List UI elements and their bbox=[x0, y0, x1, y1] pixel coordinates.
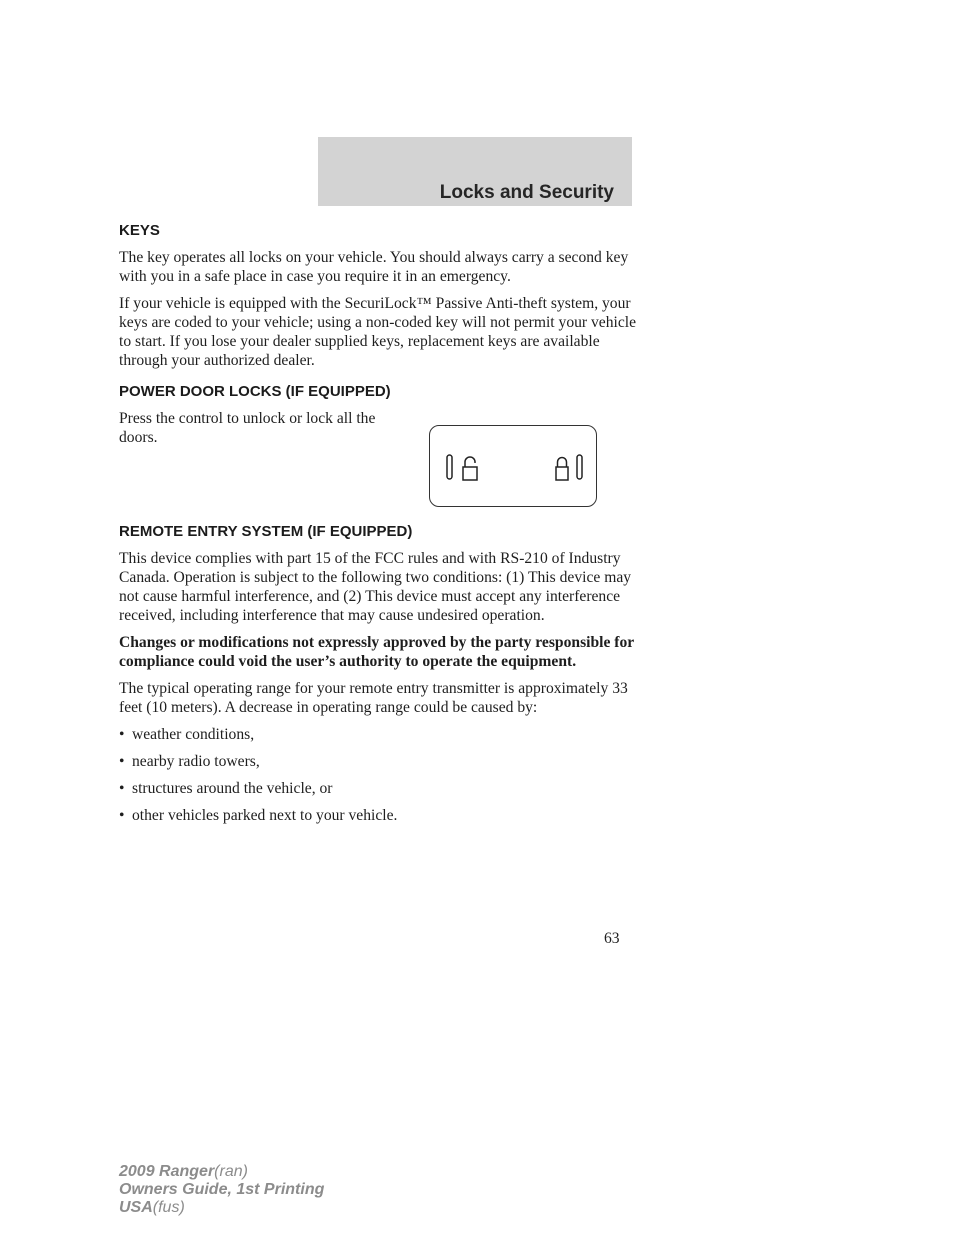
list-item: • weather conditions, bbox=[119, 726, 255, 743]
keys-heading: KEYS bbox=[119, 222, 160, 239]
lock-icon bbox=[556, 458, 568, 481]
fcc-paragraph: This device complies with part 15 of the FCC rules and with RS-210 of Industry Canada. Operation is subject to the following two conditions: (1) This device may not cause harmful interference, and (2) This device must accept any interference received, including interference that may cause undesired operation. bbox=[119, 550, 632, 624]
page-content bbox=[119, 221, 639, 833]
list-item: • other vehicles parked next to your vehicle. bbox=[119, 807, 398, 824]
bullet-icon: • bbox=[119, 780, 125, 797]
keys-paragraph: If your vehicle is equipped with the SecuriLock™ Passive Anti-theft system, your keys are coded to your vehicle; using a non-coded key will not permit your vehicle to start. If you lose your dealer supplied keys, replacement keys are available through your authorized dealer. bbox=[119, 295, 637, 369]
section-title: Locks and Security bbox=[439, 182, 614, 203]
bullet-icon: • bbox=[119, 753, 125, 770]
right-switch-bar bbox=[577, 455, 582, 479]
bullet-icon: • bbox=[119, 726, 125, 743]
footer-line-2: Owners Guide, 1st Printing bbox=[119, 1181, 325, 1198]
power-door-locks-heading: POWER DOOR LOCKS (IF EQUIPPED) bbox=[119, 383, 391, 400]
page-number: 63 bbox=[604, 930, 620, 947]
footer-line-1: 2009 Ranger(ran) bbox=[119, 1163, 248, 1180]
remote-entry-heading: REMOTE ENTRY SYSTEM (IF EQUIPPED) bbox=[119, 523, 413, 540]
unlock-icon bbox=[463, 457, 477, 480]
power-door-locks-text: Press the control to unlock or lock all the doors. bbox=[119, 410, 376, 446]
power-lock-control-svg bbox=[430, 426, 598, 508]
range-paragraph: The typical operating range for your remote entry transmitter is approximately 33 feet (10 meters). A decrease in operating range could be caused by: bbox=[119, 680, 628, 716]
footer bbox=[119, 1163, 324, 1217]
list-item: • structures around the vehicle, or bbox=[119, 780, 333, 797]
bullet-icon: • bbox=[119, 807, 125, 824]
range-factors-list bbox=[119, 725, 639, 825]
warning-paragraph: Changes or modifications not expressly approved by the party responsible for compliance could void the user’s authority to operate the equipment. bbox=[119, 634, 634, 670]
section-header-band bbox=[318, 137, 632, 206]
footer-line-3: USA(fus) bbox=[119, 1199, 185, 1216]
list-item: • nearby radio towers, bbox=[119, 753, 260, 770]
power-lock-control-illustration bbox=[429, 425, 597, 507]
left-switch-bar bbox=[447, 455, 452, 479]
keys-paragraph: The key operates all locks on your vehicle. You should always carry a second key with you in a safe place in case you require it in an emergency. bbox=[119, 249, 629, 285]
